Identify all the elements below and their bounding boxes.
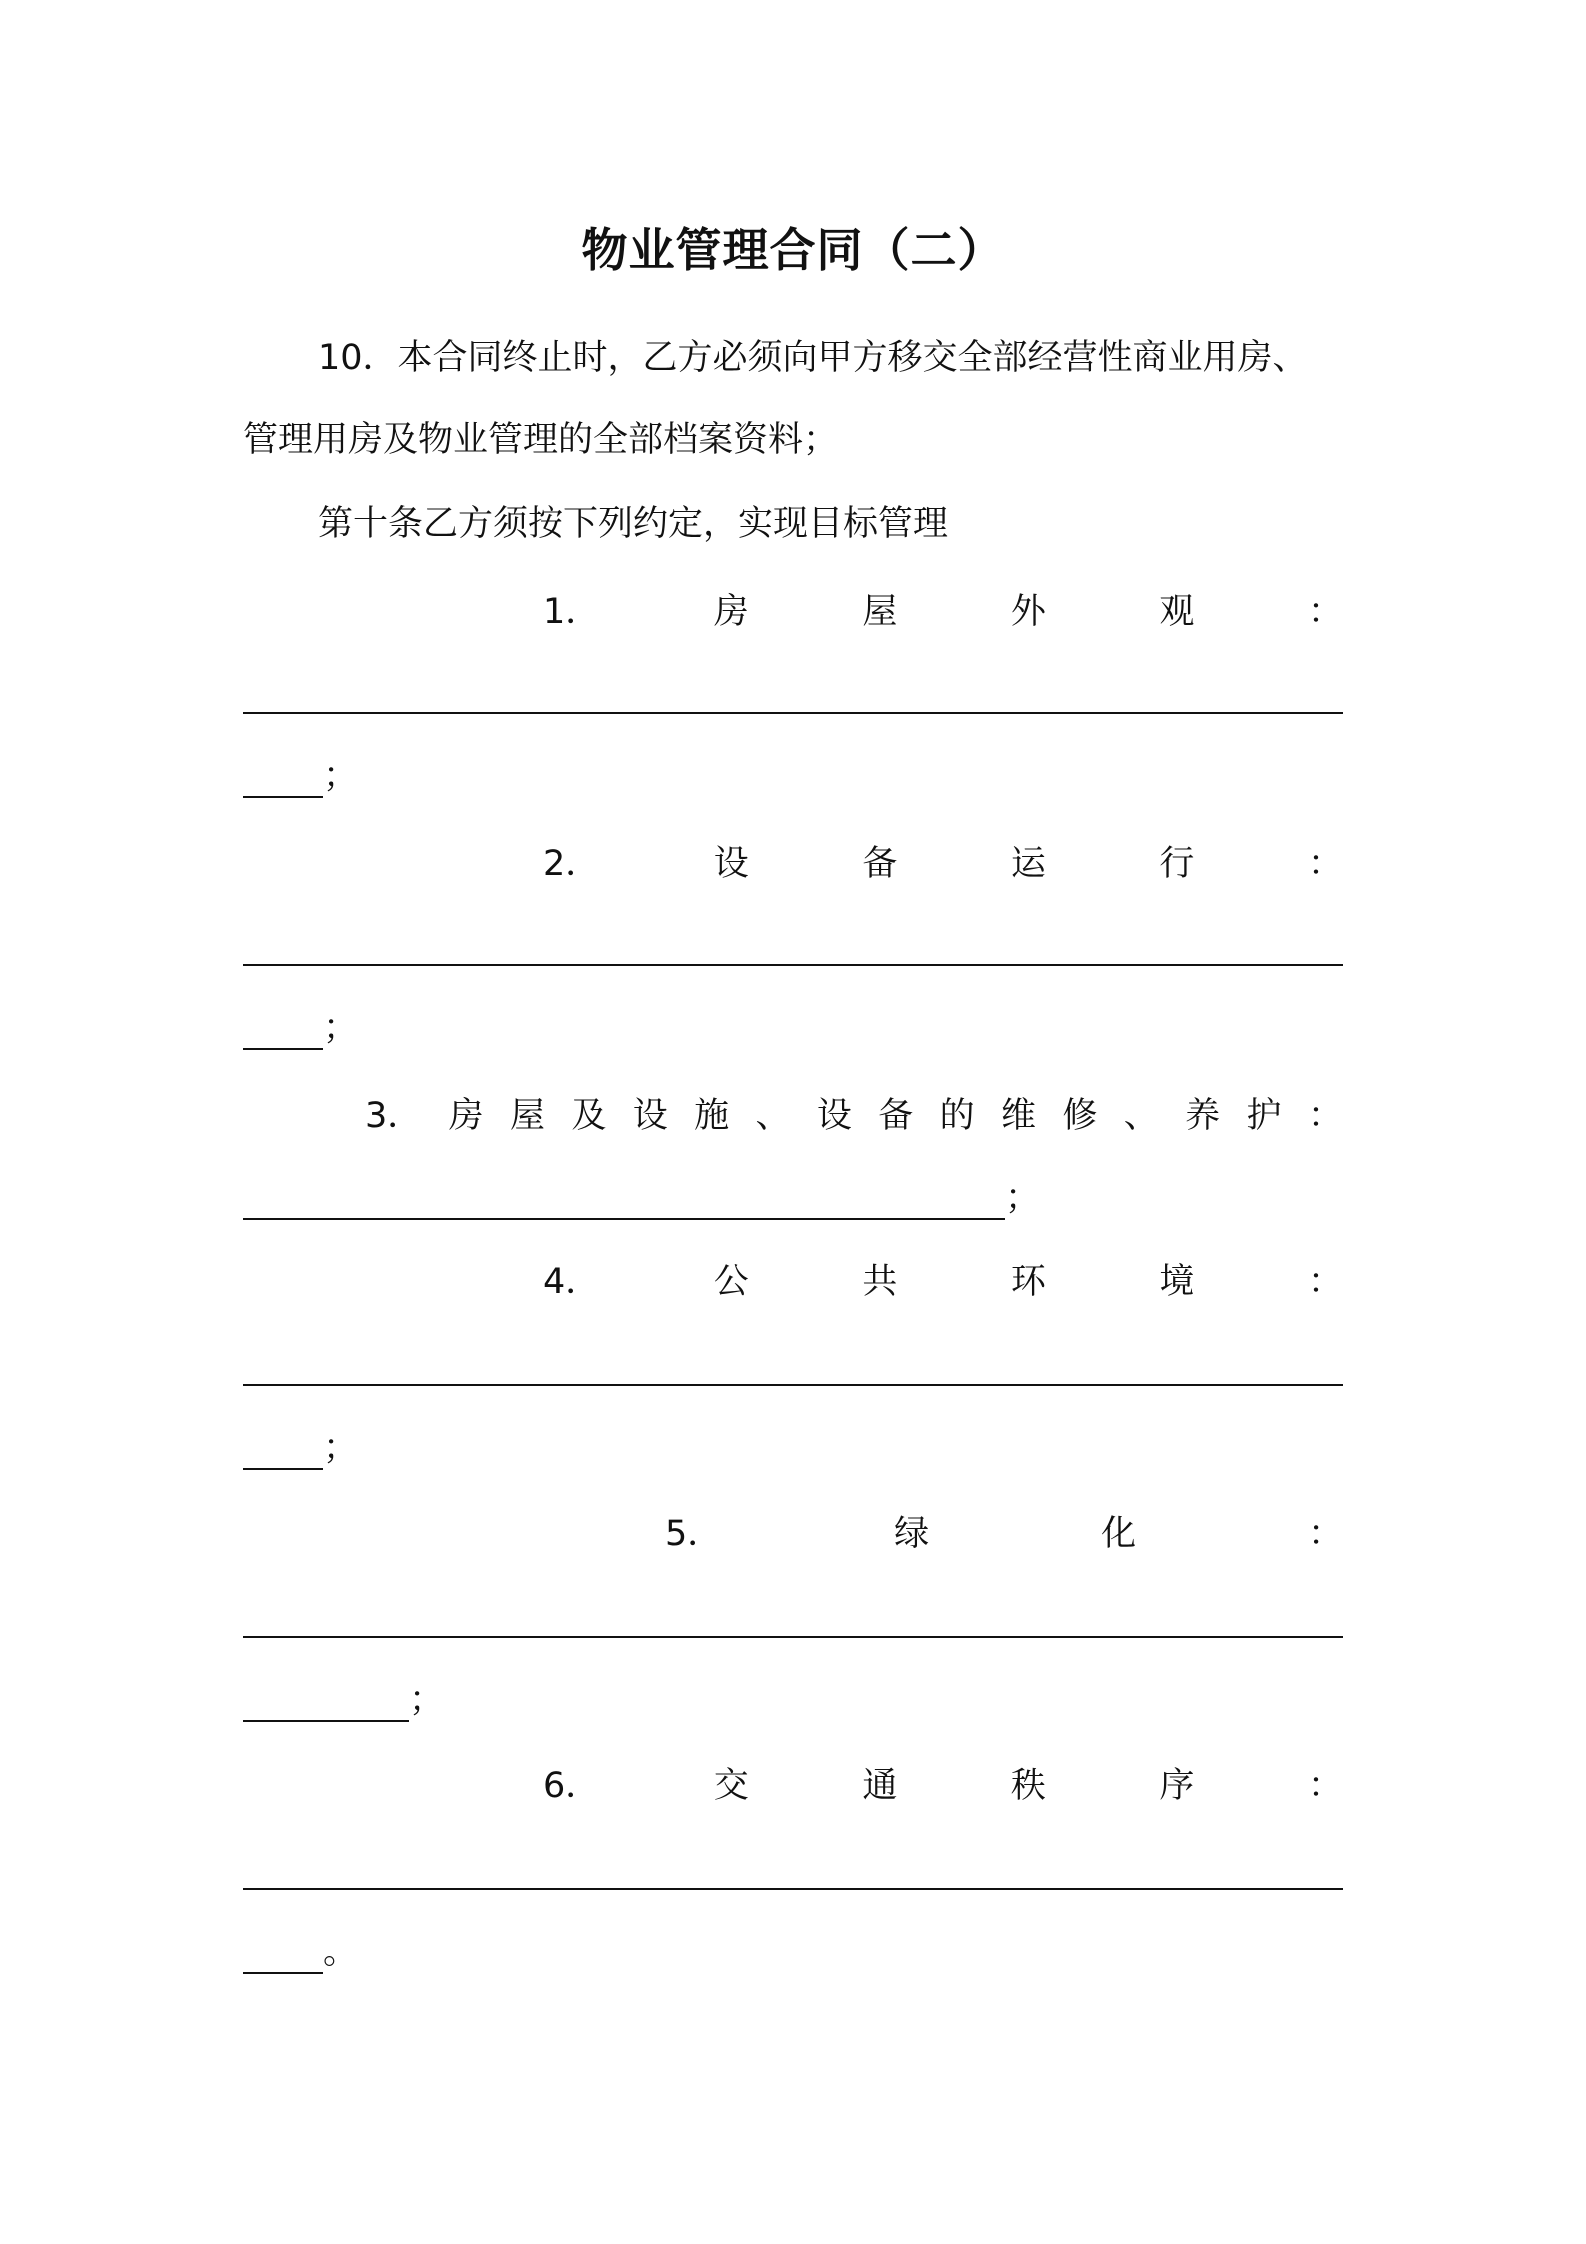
item-1-end-punct: ；	[323, 756, 359, 796]
item-3-char: 房	[448, 1096, 484, 1136]
item-3-char: 设	[632, 1096, 668, 1136]
item-6-fill-end	[243, 1924, 358, 1974]
item-6-char: 通	[862, 1766, 898, 1806]
item-3-char: 施	[694, 1096, 730, 1136]
item-6-label	[543, 1758, 1343, 1808]
item-1-fill-line[interactable]	[243, 712, 1343, 714]
item-3-fill-end	[243, 1170, 1040, 1220]
item-2-char: ：	[1307, 844, 1343, 884]
item-3-char: 设	[816, 1096, 852, 1136]
item-2-fill-end	[243, 1000, 358, 1050]
item-1-char: 外	[1010, 592, 1046, 632]
item-1-char: 1．	[543, 592, 601, 632]
item-1-char: ：	[1307, 592, 1343, 632]
item-3-char: 修	[1062, 1096, 1098, 1136]
item-6-char: 序	[1159, 1766, 1195, 1806]
item-5-char: 5．	[665, 1514, 723, 1554]
item-3-char: ：	[1307, 1096, 1343, 1136]
item-3-char: 3．	[365, 1096, 423, 1136]
item-3-char: 护	[1246, 1096, 1282, 1136]
item-2-char: 设	[713, 844, 749, 884]
item-5-label	[665, 1506, 1343, 1556]
item-4-char: 环	[1010, 1262, 1046, 1302]
item-2-end-punct: ；	[323, 1008, 359, 1048]
item-3-label	[365, 1088, 1343, 1138]
article-10-heading: 第十条乙方须按下列约定，实现目标管理	[318, 504, 949, 544]
item-2-label	[543, 836, 1343, 886]
item-6-char: 秩	[1010, 1766, 1046, 1806]
item-6-end-punct: 。	[323, 1932, 359, 1972]
item-3-char: 养	[1185, 1096, 1221, 1136]
item-3-char: 备	[878, 1096, 914, 1136]
paragraph-10-line-2: 管理用房及物业管理的全部档案资料；	[243, 420, 839, 460]
item-3-fill-line[interactable]	[243, 1178, 1005, 1220]
item-2-char: 行	[1159, 844, 1195, 884]
paragraph-10-line-1: 10．本合同终止时，乙方必须向甲方移交全部经营性商业用房、	[318, 338, 1308, 378]
item-5-fill-end	[243, 1672, 444, 1722]
item-5-end-punct: ；	[409, 1680, 445, 1720]
item-6-char: 交	[713, 1766, 749, 1806]
item-1-char: 屋	[862, 592, 898, 632]
item-3-char: 及	[571, 1096, 607, 1136]
item-3-char: 、	[1123, 1096, 1159, 1136]
page-title: 物业管理合同（二）	[581, 223, 1005, 277]
item-4-char: 公	[713, 1262, 749, 1302]
item-2-char: 运	[1010, 844, 1046, 884]
item-1-char: 观	[1159, 592, 1195, 632]
item-1-fill-end	[243, 748, 358, 798]
item-4-char: 4．	[543, 1262, 601, 1302]
item-5-fill-short[interactable]	[243, 1680, 409, 1722]
item-3-char: 、	[755, 1096, 791, 1136]
item-3-char: 维	[1001, 1096, 1037, 1136]
item-2-char: 备	[862, 844, 898, 884]
item-5-char: 化	[1101, 1514, 1137, 1554]
item-6-fill-short[interactable]	[243, 1932, 323, 1974]
item-5-char: 绿	[894, 1514, 930, 1554]
item-1-fill-short[interactable]	[243, 756, 323, 798]
item-4-char: 境	[1159, 1262, 1195, 1302]
item-4-fill-line[interactable]	[243, 1384, 1343, 1386]
item-4-fill-short[interactable]	[243, 1428, 323, 1470]
item-4-fill-end	[243, 1420, 358, 1470]
item-4-char: 共	[862, 1262, 898, 1302]
item-2-char: 2．	[543, 844, 601, 884]
item-1-label	[543, 584, 1343, 634]
item-3-char: 的	[939, 1096, 975, 1136]
item-4-end-punct: ；	[323, 1428, 359, 1468]
item-5-fill-line[interactable]	[243, 1636, 1343, 1638]
item-2-fill-short[interactable]	[243, 1008, 323, 1050]
item-3-char: 屋	[510, 1096, 546, 1136]
item-6-fill-line[interactable]	[243, 1888, 1343, 1890]
item-4-char: ：	[1307, 1262, 1343, 1302]
item-4-label	[543, 1254, 1343, 1304]
item-6-char: 6．	[543, 1766, 601, 1806]
item-3-end-punct: ；	[1005, 1178, 1041, 1218]
item-2-fill-line[interactable]	[243, 964, 1343, 966]
item-1-char: 房	[713, 592, 749, 632]
item-6-char: ：	[1307, 1766, 1343, 1806]
item-5-char: ：	[1307, 1514, 1343, 1554]
